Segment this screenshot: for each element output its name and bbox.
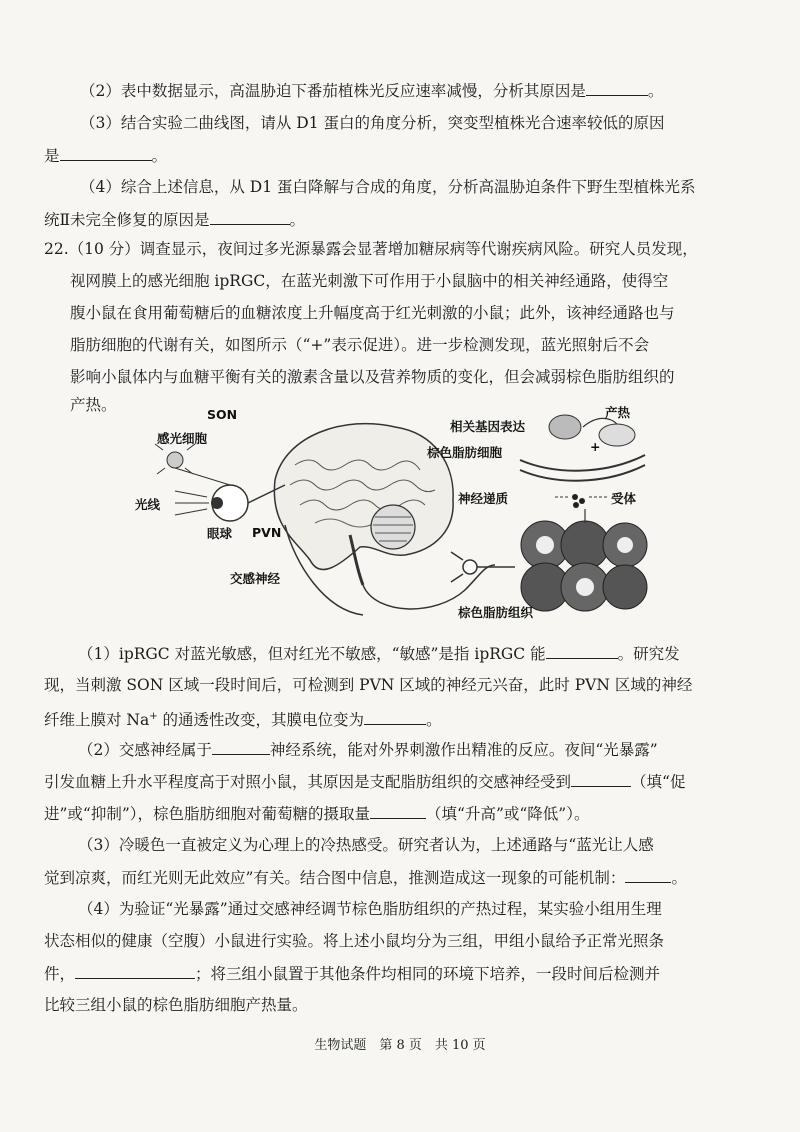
label-son: SON xyxy=(207,407,238,422)
cerebellum-illustration xyxy=(371,505,415,549)
q22-intro-line4: 脂肪细胞的代谢有关，如图所示（“+”表示促进）。进一步检测发现，蓝光照射后不会 xyxy=(70,336,650,354)
answer-blank[interactable] xyxy=(625,866,671,883)
q22-sub4-line4: 比较三组小鼠的棕色脂肪细胞产热量。 xyxy=(44,996,308,1014)
q22-sub4-line2: 状态相似的健康（空腹）小鼠进行实验。将上述小鼠均分为三组，甲组小鼠给予正常光照条 xyxy=(44,932,665,950)
answer-blank[interactable] xyxy=(364,708,426,725)
q21-part3-line1: （3）结合实验二曲线图，请从 D1 蛋白的角度分析，突变型植株光合速率较低的原因 xyxy=(80,114,665,132)
label-neurotransmitter: 神经递质 xyxy=(458,491,509,506)
label-photoreceptor: 感光细胞 xyxy=(157,431,208,446)
label-brown-fat-cell: 棕色脂肪细胞 xyxy=(427,445,503,460)
q22-sub1-line2: 现，当刺激 SON 区域一段时间后，可检测到 PVN 区域的神经元兴奋，此时 PVN 区域的神经 xyxy=(44,676,693,694)
label-gene-expression: 相关基因表达 xyxy=(450,419,526,434)
label-pvn: PVN xyxy=(252,525,282,540)
q21-part2: （2）表中数据显示，高温胁迫下番茄植株光反应速率减慢，分析其原因是 。 xyxy=(80,79,663,102)
q22-sub4-line1: （4）为验证“光暴露”通过交感神经调节棕色脂肪组织的产热过程，某实验小组用生理 xyxy=(78,900,662,918)
answer-blank[interactable] xyxy=(210,208,290,225)
answer-blank[interactable] xyxy=(370,802,426,819)
q22-sub2-line2: 引发血糖上升水平程度高于对照小鼠，其原因是支配脂肪组织的交感神经受到 （填“促 xyxy=(44,770,685,793)
q22-intro-line5: 影响小鼠体内与血糖平衡有关的激素含量以及营养物质的变化，但会减弱棕色脂肪组织的 xyxy=(70,368,675,386)
q22-intro-line1: 22.（10 分）调查显示，夜间过多光源暴露会显著增加糖尿病等代谢疾病风险。研究人员发现， xyxy=(44,240,698,258)
q22-intro-line6: 产热。 xyxy=(70,396,117,414)
label-brown-fat-tissue: 棕色脂肪组织 xyxy=(458,605,534,620)
answer-blank[interactable] xyxy=(75,962,195,979)
q21-part3-line2: 是 。 xyxy=(44,144,167,167)
neural-pathway-figure xyxy=(135,405,655,630)
q22-sub3-line1: （3）冷暖色一直被定义为心理上的冷热感受。研究者认为，上述通路与“蓝光让人感 xyxy=(78,836,654,854)
q22-sub4-line3: 件， ；将三组小鼠置于其他条件均相同的环境下培养，一段时间后检测并 xyxy=(44,962,660,985)
label-sympathetic-nerve: 交感神经 xyxy=(230,571,281,586)
answer-blank[interactable] xyxy=(60,144,152,161)
q22-sub2-line3: 进”或“抑制”），棕色脂肪细胞对葡萄糖的摄取量 （填“升高”或“降低”）。 xyxy=(44,802,589,825)
label-plus-sign: + xyxy=(590,439,601,454)
answer-blank[interactable] xyxy=(586,79,648,96)
q22-intro-line3: 腹小鼠在食用葡萄糖后的血糖浓度上升幅度高于红光刺激的小鼠；此外，该神经通路也与 xyxy=(70,304,675,322)
label-eye: 眼球 xyxy=(207,526,233,541)
q22-sub2-line1: （2）交感神经属于 神经系统，能对外界刺激作出精准的反应。夜间“光暴露” xyxy=(78,738,658,761)
answer-blank[interactable] xyxy=(571,770,631,787)
q22-sub1-line1: （1）ipRGC 对蓝光敏感，但对红光不敏感，“敏感”是指 ipRGC 能 。研究发 xyxy=(78,642,680,665)
photoreceptor-illustration xyxy=(167,452,183,468)
label-heat: 产热 xyxy=(605,405,631,420)
page-footer: 生物试题 第 8 页 共 10 页 xyxy=(314,1038,486,1053)
answer-blank[interactable] xyxy=(212,738,270,755)
brown-fat-tissue-illustration xyxy=(521,521,647,611)
label-receptor: 受体 xyxy=(611,491,637,506)
q21-part4-line1: （4）综合上述信息，从 D1 蛋白降解与合成的角度，分析高温胁迫条件下野生型植株光系 xyxy=(80,178,696,196)
q22-sub3-line2: 觉到凉爽，而红光则无此效应”有关。结合图中信息，推测造成这一现象的可能机制： 。 xyxy=(44,866,687,889)
q22-intro-line2: 视网膜上的感光细胞 ipRGC，在蓝光刺激下可作用于小鼠脑中的相关神经通路，使得空 xyxy=(70,272,669,290)
answer-blank[interactable] xyxy=(546,642,618,659)
label-light: 光线 xyxy=(135,497,161,512)
q21-part4-line2: 统Ⅱ未完全修复的原因是 。 xyxy=(44,208,305,231)
q22-sub1-line3: 纤维上膜对 Na+ 的通透性改变，其膜电位变为 。 xyxy=(44,706,442,731)
